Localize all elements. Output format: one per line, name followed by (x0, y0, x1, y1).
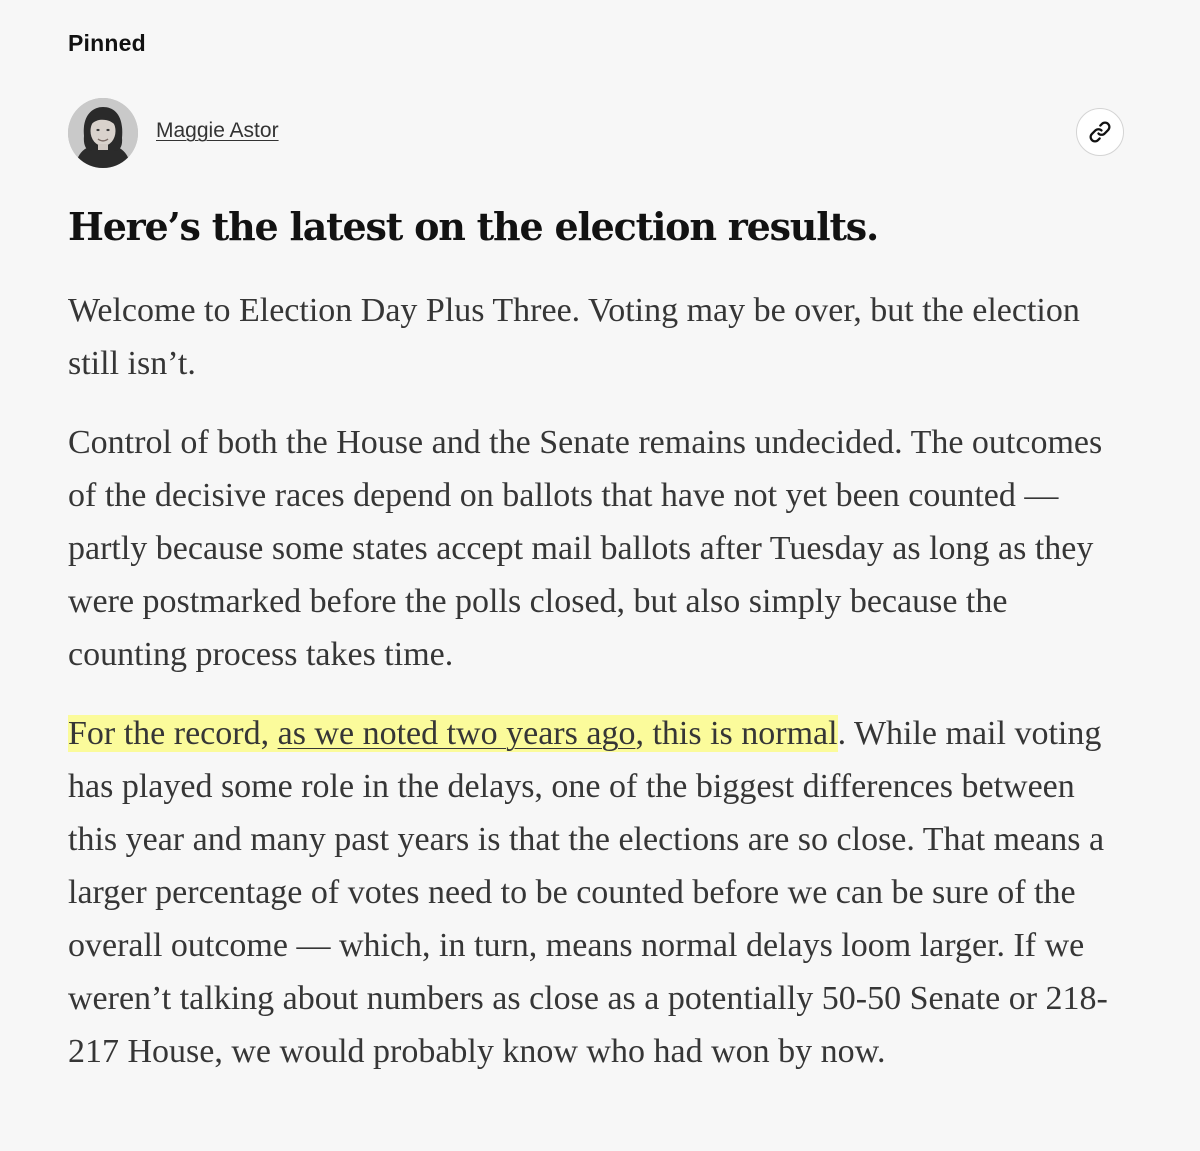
two-years-ago-link[interactable]: as we noted two years ago (277, 715, 636, 752)
author-name-link[interactable]: Maggie Astor (156, 119, 279, 142)
highlight-tail-text: , this is normal (635, 715, 838, 752)
paragraph-intro: Welcome to Election Day Plus Three. Voting may be over, but the election still isn’t. (68, 292, 1080, 382)
byline (68, 98, 279, 168)
highlighted-text (68, 715, 838, 752)
paragraph-record (68, 707, 1132, 1078)
paragraph-rest-text: . While mail voting has played some role in the delays, one of the biggest differences between this year and many past years is that the elections are so close. That means a larger percentage of votes need to be counted before we can be sure of the overall outcome — which, in turn, means normal delays loom larger. If we weren’t talking about numbers as close as a potentially 50-50 Senate or 218-217 House, we would probably know who had won by now. (68, 715, 1108, 1070)
copy-link-button[interactable] (1076, 108, 1124, 156)
highlight-lead-text: For the record, (68, 715, 278, 752)
paragraph-control: Control of both the House and the Senate remains undecided. The outcomes of the decisive races depend on ballots that have not yet been counted — partly because some states accept mail ballots after Tuesday as long as they were postmarked before the polls closed, but also simply because the counting process takes time. (68, 424, 1103, 673)
article-headline: Here’s the latest on the election results. (68, 204, 879, 249)
pinned-label: Pinned (68, 30, 146, 56)
author-avatar[interactable] (68, 98, 138, 168)
author-photo-icon (68, 98, 138, 168)
link-icon (1087, 119, 1113, 145)
